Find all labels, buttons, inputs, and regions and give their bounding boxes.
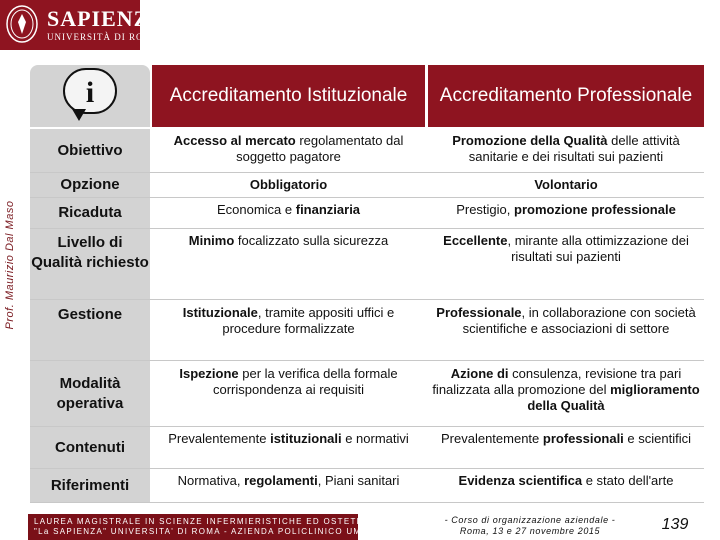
header-istituzionale xyxy=(152,65,425,127)
cell-text-run: Normativa, xyxy=(177,473,245,488)
sapienza-logo xyxy=(0,0,167,50)
cell-text-run: , in collaborazione con società scientifiche e associazioni di settore xyxy=(462,305,696,336)
row-label-text: Ricaduta xyxy=(58,204,122,221)
cell-text-run: Promozione della Qualità xyxy=(452,133,608,148)
footer-course-line1: LAUREA MAGISTRALE IN SCIENZE INFERMIERISTICHE ED OSTETRICHE xyxy=(34,517,389,526)
cell-text-run: professionali xyxy=(542,431,624,446)
header-professionale-label: Accreditamento Professionale xyxy=(439,85,693,106)
row-label-text: Riferimenti xyxy=(50,476,130,494)
row-label-modalita-operativa xyxy=(30,361,150,426)
cell-professionale-opzione xyxy=(428,173,704,197)
cell-istituzionale-gestione xyxy=(152,300,425,360)
cell-professionale-contenuti xyxy=(428,427,704,468)
cell-text xyxy=(156,366,421,398)
row-label-text: Contenuti xyxy=(55,438,125,456)
cell-text-run: Prevalentemente xyxy=(440,431,543,446)
cell-text xyxy=(432,133,700,165)
cell-text-run: regolamentato dal soggetto pagatore xyxy=(236,133,404,164)
info-bubble-tail xyxy=(72,109,86,121)
cell-text-run: , tramite appositi uffici e procedure formalizzate xyxy=(222,305,395,336)
cell-professionale-obiettivo xyxy=(428,129,704,172)
cell-text-run: Ispezione xyxy=(179,366,239,381)
cell-text-run: istituzionali xyxy=(270,431,342,446)
cell-text-run: Volontario xyxy=(534,177,598,192)
cell-istituzionale-obiettivo xyxy=(152,129,425,172)
cell-text-run: , mirante alla ottimizzazione dei risultati sui pazienti xyxy=(507,233,689,264)
cell-istituzionale-livello-di-qualita-richiesto xyxy=(152,229,425,299)
logo-name: SAPIENZA xyxy=(47,6,167,31)
row-label-obiettivo xyxy=(30,129,150,172)
cell-text-run: delle attività sanitarie e dei risultati sui pazienti xyxy=(468,133,680,164)
row-label-text: Opzione xyxy=(60,176,120,193)
row-label-text: Livello di Qualità richiesto xyxy=(31,234,149,271)
cell-text xyxy=(456,202,676,218)
cell-text-run: Professionale xyxy=(436,305,522,320)
row-label-riferimenti xyxy=(30,469,150,502)
cell-text-run: promozione professionale xyxy=(514,202,676,217)
row-label-text: Modalità operativa xyxy=(56,374,124,412)
info-icon-cell xyxy=(30,65,150,127)
cell-text xyxy=(534,177,597,193)
row-label-text: Obiettivo xyxy=(57,141,123,159)
header-istituzionale-label: Accreditamento Istituzionale xyxy=(169,85,408,106)
cell-professionale-modalita-operativa xyxy=(428,361,704,426)
logo-subtitle: UNIVERSITÀ DI ROMA xyxy=(47,32,160,42)
cell-text-run: Eccellente xyxy=(443,233,508,248)
cell-text xyxy=(441,431,691,447)
cell-text-run: , Piani sanitari xyxy=(317,473,400,488)
cell-professionale-gestione xyxy=(428,300,704,360)
cell-text-run: Prevalentemente xyxy=(168,431,271,446)
cell-text-run: Accesso al mercato xyxy=(173,133,296,148)
footer-course-info xyxy=(420,515,640,537)
cell-text xyxy=(459,473,674,489)
cell-text-run: regolamenti xyxy=(244,473,318,488)
cell-text-run: Minimo xyxy=(188,233,235,248)
cell-text xyxy=(217,202,360,218)
author-name: Prof. Maurizio Dal Maso xyxy=(4,200,16,330)
footer-course-banner xyxy=(28,514,403,540)
cell-text-run: consulenza, revisione tra pari finalizzata alla promozione del xyxy=(432,366,682,397)
cell-istituzionale-opzione xyxy=(152,173,425,197)
cell-text-run: miglioramento della Qualità xyxy=(527,382,700,413)
cell-text-run: Azione di xyxy=(450,366,509,381)
row-label-contenuti xyxy=(30,427,150,468)
footer-course-dates: Roma, 13 e 27 novembre 2015 xyxy=(459,526,601,536)
info-icon xyxy=(63,68,117,114)
cell-istituzionale-contenuti xyxy=(152,427,425,468)
cell-text xyxy=(250,177,327,193)
cell-professionale-ricaduta xyxy=(428,198,704,228)
info-glyph: i xyxy=(85,76,95,109)
cell-text-run: e scientifici xyxy=(623,431,692,446)
cell-text xyxy=(189,233,388,249)
row-label-text: Gestione xyxy=(57,306,123,323)
page-number: 139 xyxy=(661,516,689,533)
side-author-caption xyxy=(0,195,20,335)
cell-text-run: Economica e xyxy=(216,202,296,217)
cell-text-run: finanziaria xyxy=(295,202,361,217)
row-label-livello-di-qualita-richiesto xyxy=(30,229,150,299)
cell-text-run: Istituzionale xyxy=(182,305,258,320)
cell-text-run: focalizzato sulla sicurezza xyxy=(234,233,389,248)
cell-text xyxy=(432,233,700,265)
cell-professionale-riferimenti xyxy=(428,469,704,502)
cell-text-run: per la verifica della formale corrispondenza ai requisiti xyxy=(212,366,398,397)
cell-text xyxy=(156,133,421,165)
row-label-opzione xyxy=(30,173,150,197)
footer-course-title: - Corso di organizzazione aziendale - xyxy=(444,515,616,525)
cell-text xyxy=(432,366,700,414)
cell-text xyxy=(156,305,421,337)
cell-text-run: Prestigio, xyxy=(456,202,514,217)
row-label-ricaduta xyxy=(30,198,150,228)
cell-istituzionale-ricaduta xyxy=(152,198,425,228)
cell-text-run: e stato dell'arte xyxy=(582,473,674,488)
header-professionale xyxy=(428,65,704,127)
row-label-gestione xyxy=(30,300,150,360)
cell-text xyxy=(168,431,409,447)
cell-istituzionale-riferimenti xyxy=(152,469,425,502)
row-divider xyxy=(30,502,704,503)
cell-istituzionale-modalita-operativa xyxy=(152,361,425,426)
cell-text-run: Evidenza scientifica xyxy=(458,473,583,488)
cell-text-run: e normativi xyxy=(341,431,409,446)
cell-professionale-livello-di-qualita-richiesto xyxy=(428,229,704,299)
cell-text-run: Obbligatorio xyxy=(249,177,328,192)
footer-course-line2: "La SAPIENZA" UNIVERSITA' DI ROMA - AZIENDA POLICLINICO UMBERTO I xyxy=(34,527,403,536)
cell-text xyxy=(432,305,700,337)
university-seal-icon xyxy=(5,4,39,44)
cell-text xyxy=(178,473,400,489)
